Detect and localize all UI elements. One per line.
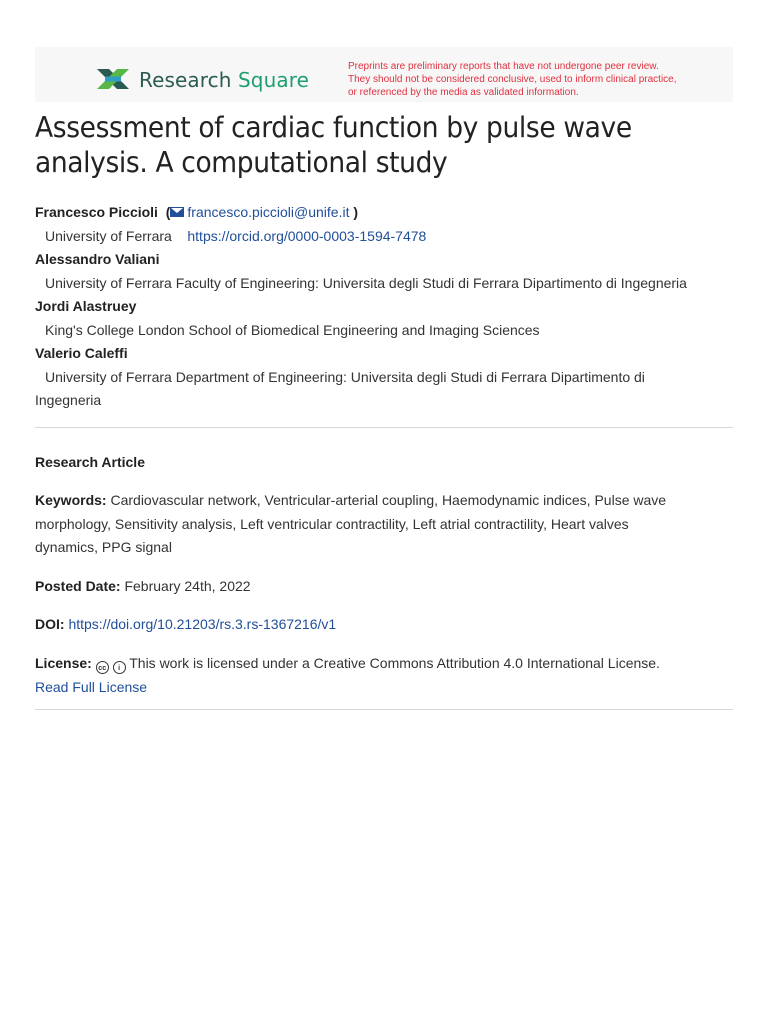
author-affiliation-continued: Ingegneria: [35, 392, 102, 408]
author-affiliation: University of Ferrara Faculty of Engineering: Universita degli Studi di Ferrara Dipartimento di Ingegneria: [45, 274, 687, 291]
license-text: This work is licensed under a Creative Commons Attribution 4.0 International License.: [129, 655, 660, 671]
divider: [35, 427, 733, 428]
disclaimer-line: Preprints are preliminary reports that have not undergone peer review.: [348, 61, 659, 72]
doi-section: [35, 613, 715, 637]
read-full-license-link[interactable]: Read Full License: [35, 678, 148, 695]
author-affiliation: University of Ferrara https://orcid.org/0000-0003-1594-7478: [45, 227, 427, 244]
author-name: Valerio Caleffi: [35, 345, 128, 361]
disclaimer-line: or referenced by the media as validated information.: [348, 87, 579, 98]
author-name: Francesco Piccioli: [35, 204, 158, 220]
title-line: analysis. A computational study: [35, 146, 448, 179]
author-affiliation: King's College London School of Biomedical Engineering and Imaging Sciences: [45, 321, 540, 338]
preprint-banner: [35, 47, 733, 102]
envelope-icon: [170, 207, 184, 217]
research-square-logo-icon: [95, 65, 131, 95]
creative-commons-icon: cc: [96, 661, 109, 674]
author-email-link[interactable]: francesco.piccioli@unife.it: [187, 204, 350, 220]
license-section: [35, 652, 715, 699]
disclaimer-line: They should not be considered conclusive, used to inform clinical practice,: [348, 74, 677, 85]
posted-date: [35, 575, 715, 599]
divider: [35, 709, 733, 710]
license-label: License:: [35, 655, 92, 671]
posted-date-value: February 24th, 2022: [124, 578, 251, 594]
keywords-text: morphology, Sensitivity analysis, Left ventricular contractility, Left atrial contractility, Heart valves: [35, 515, 629, 532]
keywords-label: Keywords:: [35, 492, 107, 508]
research-square-logo[interactable]: [95, 65, 309, 95]
author-name: Jordi Alastruey: [35, 298, 137, 314]
author-list: [35, 201, 735, 413]
keywords-section: [35, 489, 715, 560]
article-type: Research Article: [35, 454, 145, 470]
author-affiliation: University of Ferrara Department of Engineering: Universita degli Studi di Ferrara Dipartimento di: [45, 368, 645, 385]
posted-date-label: Posted Date:: [35, 578, 121, 594]
preprint-disclaimer: [348, 60, 728, 99]
title-line: Assessment of cardiac function by pulse wave: [35, 111, 632, 144]
logo-wordmark: Research Square: [139, 68, 310, 92]
doi-link[interactable]: https://doi.org/10.21203/rs.3.rs-1367216/v1: [68, 616, 337, 632]
doi-label: DOI:: [35, 616, 65, 632]
orcid-link[interactable]: https://orcid.org/0000-0003-1594-7478: [187, 227, 427, 244]
keywords-text: dynamics, PPG signal: [35, 539, 172, 555]
author-name: Alessandro Valiani: [35, 251, 160, 267]
keywords-text: Cardiovascular network, Ventricular-arterial coupling, Haemodynamic indices, Pulse wave: [110, 492, 667, 508]
author-entry: Francesco Piccioli ( francesco.piccioli@unife.it ): [35, 204, 359, 220]
paper-title: [35, 110, 742, 180]
attribution-icon: i: [113, 661, 126, 674]
